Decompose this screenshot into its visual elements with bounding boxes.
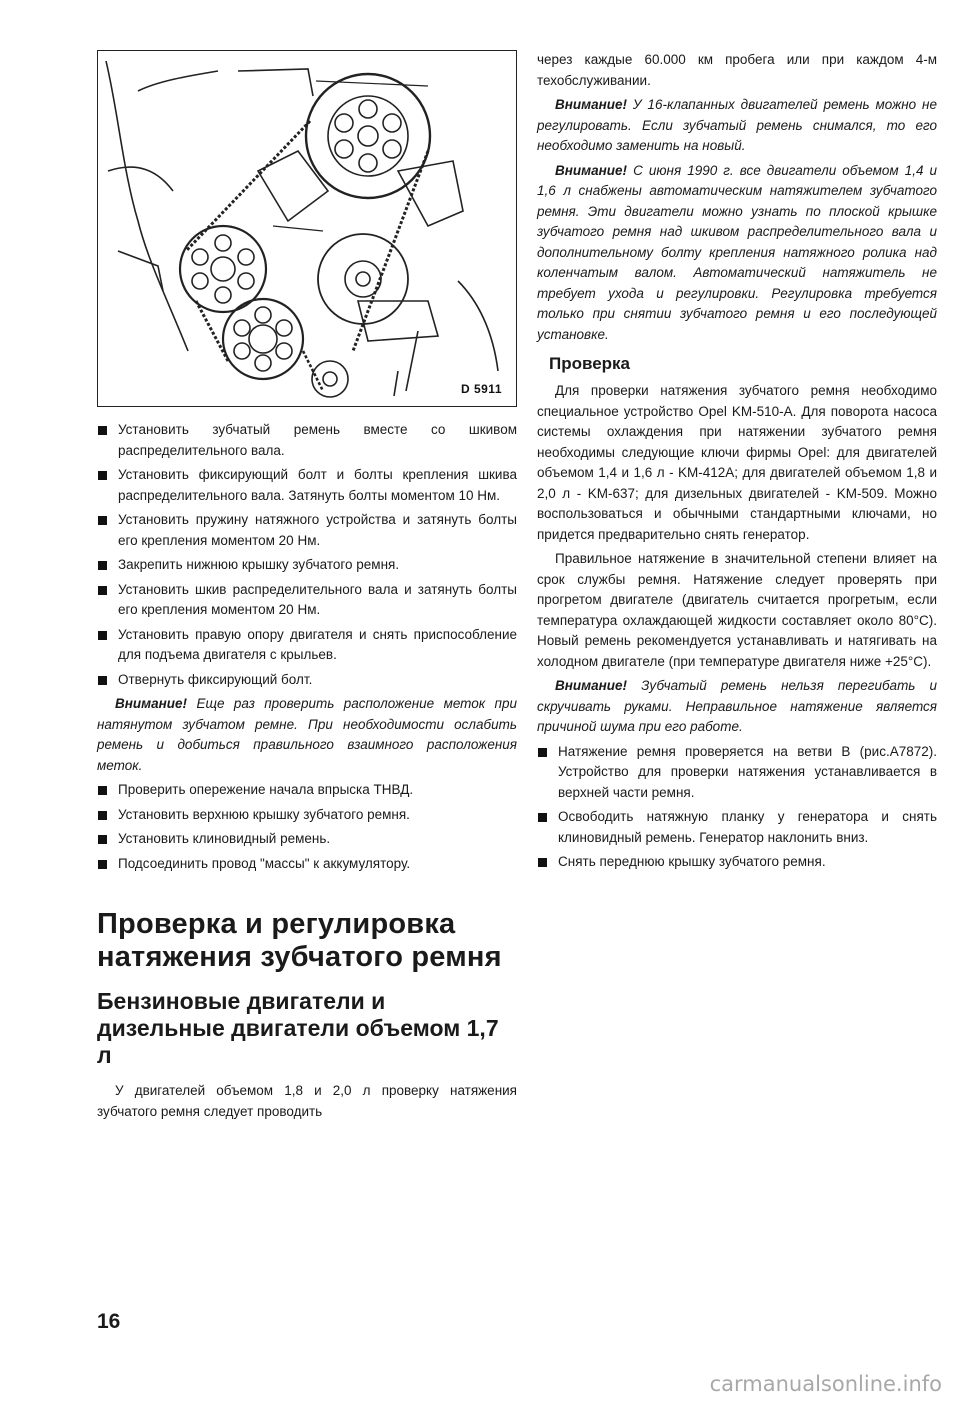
- bullet-icon: [538, 813, 547, 822]
- paragraph: У двигателей объемом 1,8 и 2,0 л проверку натяжения зубчатого ремня следует проводить: [97, 1083, 517, 1119]
- subsection-heading: Бензиновые двигатели и дизельные двигатели объемом 1,7 л: [97, 988, 499, 1068]
- list-item: Установить фиксирующий болт и болты крепления шкива распределительного вала. Затянуть болты моментом 10 Нм.: [97, 465, 517, 506]
- list-item: Подсоединить провод "массы" к аккумулятору.: [97, 854, 517, 875]
- list-item: Проверить опережение начала впрыска ТНВД.: [97, 780, 517, 801]
- bullet-icon: [98, 631, 107, 640]
- bullet-icon: [538, 748, 547, 757]
- bullet-icon: [98, 676, 107, 685]
- check-heading: Проверка: [549, 354, 631, 373]
- section-heading: Проверка и регулировка натяжения зубчатого ремня: [97, 908, 502, 973]
- warning-note: Внимание! Зубчатый ремень нельзя перегибать и скручивать руками. Неправильное натяжение является причиной шума при его работе.: [537, 678, 937, 734]
- bullet-icon: [98, 516, 107, 525]
- bullet-icon: [98, 811, 107, 820]
- list-item: Установить правую опору двигателя и снять приспособление для подъема двигателя с крыльев.: [97, 625, 517, 666]
- list-item: Установить шкив распределительного вала и затянуть болты его крепления моментом 20 Нм.: [97, 580, 517, 621]
- list-item: Освободить натяжную планку у генератора и снять клиновидный ремень. Генератор наклонить вниз.: [537, 807, 937, 848]
- bullet-icon: [98, 586, 107, 595]
- warning-note: Внимание! С июня 1990 г. все двигатели объемом 1,4 и 1,6 л снабжены автоматическим натяжителем зубчатого ремня. Эти двигатели можно узнать по плоской крышке зубчатого ремня над шкивом распределительного вала и дополнительному болту крепления натяжного ролика над коленчатым валом. Автоматический натяжитель не требует ухода и регулировки. Регулировка требуется только при снятии зубчатого ремня и его последующей установке.: [537, 162, 937, 342]
- list-item: Отвернуть фиксирующий болт.: [97, 670, 517, 691]
- list-item: Закрепить нижнюю крышку зубчатого ремня.: [97, 555, 517, 576]
- bullet-icon: [98, 786, 107, 795]
- list-item: Установить клиновидный ремень.: [97, 829, 517, 850]
- page-number: 16: [97, 1310, 121, 1333]
- list-item: Установить верхнюю крышку зубчатого ремня.: [97, 805, 517, 826]
- bullet-icon: [98, 860, 107, 869]
- bullet-icon: [98, 835, 107, 844]
- bullet-icon: [538, 858, 547, 867]
- bullet-icon: [98, 561, 107, 570]
- warning-note: Внимание! У 16-клапанных двигателей ремень можно не регулировать. Если зубчатый ремень снимался, то его необходимо заменить на новый.: [537, 97, 937, 153]
- watermark: carmanualsonline.info: [709, 1372, 942, 1396]
- list-item: Установить пружину натяжного устройства и затянуть болты его крепления моментом 20 Нм.: [97, 510, 517, 551]
- paragraph: через каждые 60.000 км пробега или при каждом 4-м техобслуживании.: [537, 52, 937, 88]
- left-column: [97, 420, 517, 1126]
- right-column: [537, 50, 937, 877]
- paragraph: Правильное натяжение в значительной степени влияет на срок службы ремня. Натяжение следует проверять при прогретом двигателе (двигатель считается прогретым, если температура охлаждающей жидкости составляет около 80°С). Новый ремень рекомендуется устанавливать и натягивать на холодном двигателе (при температуре двигателя ниже +25°С).: [537, 551, 937, 669]
- list-item: Установить зубчатый ремень вместе со шкивом распределительного вала.: [97, 420, 517, 461]
- warning-note: Внимание! Еще раз проверить расположение меток при натянутом зубчатом ремне. При необходимости ослабить ремень и добиться правильного взаимного расположения меток.: [97, 696, 517, 773]
- bullet-icon: [98, 471, 107, 480]
- list-item: Снять переднюю крышку зубчатого ремня.: [537, 852, 937, 873]
- bullet-icon: [98, 426, 107, 435]
- timing-belt-diagram-icon: [98, 51, 517, 407]
- timing-belt-figure: [97, 50, 517, 407]
- list-item: Натяжение ремня проверяется на ветви В (рис.А7872). Устройство для проверки натяжения устанавливается в верхней части ремня.: [537, 742, 937, 804]
- paragraph: Для проверки натяжения зубчатого ремня необходимо специальное устройство Opel KM-510-А. Для поворота насоса системы охлаждения при натяжении зубчатого ремня необходимы следующие ключи фирмы Opel: для двигателей объемом 1,4 и 1,6 л - KM-412A; для двигателей объемом 1,8 и 2,0 л - KM-637; для дизельных двигателей - KM-509. Можно воспользоваться и обычными стандартными ключами, но придется предварительно снять генератор.: [537, 383, 937, 542]
- figure-label: D 5911: [460, 382, 502, 396]
